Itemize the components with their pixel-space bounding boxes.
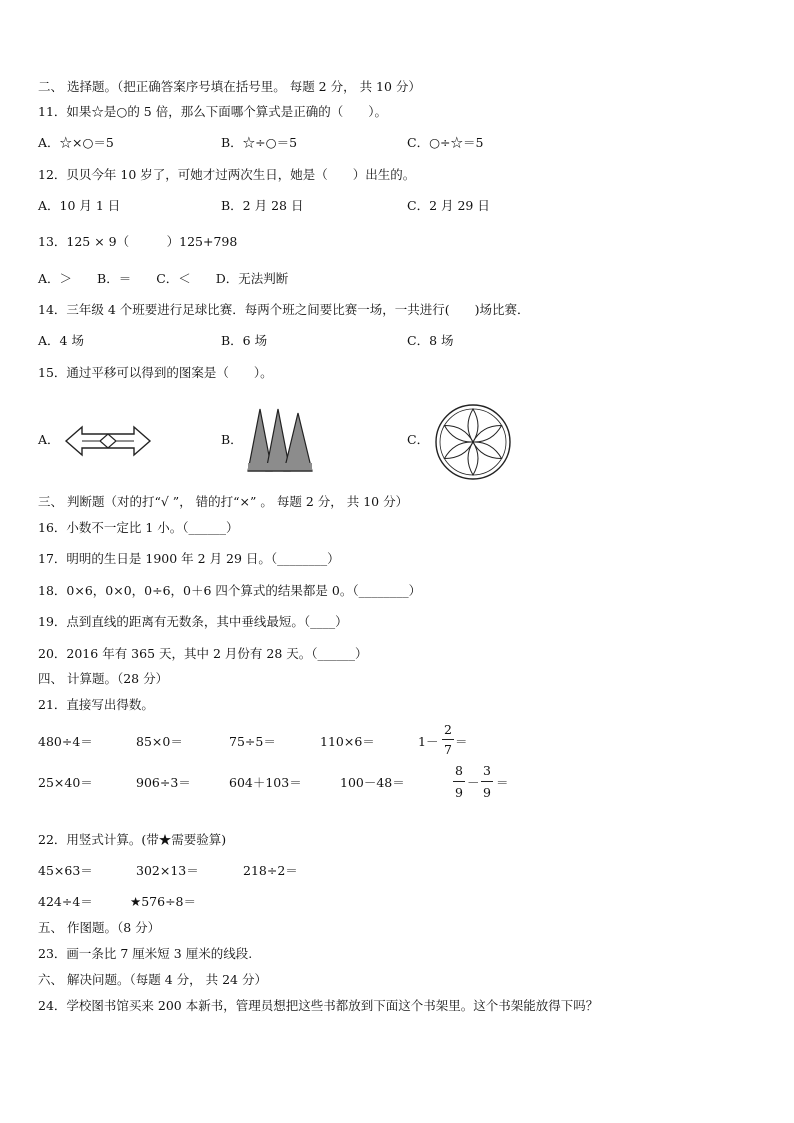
q21-stem: 21．直接写出得数。 <box>38 697 154 712</box>
section5-heading: 五、 作图题。（8 分） <box>38 920 161 935</box>
q14-option-c: C．8 场 <box>407 333 454 348</box>
fraction-bar <box>442 739 454 740</box>
q23: 23．画一条比 7 厘米短 3 厘米的线段. <box>38 946 253 961</box>
q22-expr: 302×13＝ <box>136 863 199 878</box>
q21-expr: 110×6＝ <box>320 734 375 749</box>
fraction-equals: ＝ <box>455 734 468 749</box>
q11-stem: 11．如果☆是○的 5 倍，那么下面哪个算式是正确的（ ）。 <box>38 104 387 119</box>
q22-expr: ★576÷8＝ <box>130 894 196 909</box>
section3-heading: 三、 判断题（对的打“√ ”， 错的打“×” 。 每题 2 分， 共 10 分） <box>38 494 409 509</box>
q15-option-b-label: B． <box>221 432 243 447</box>
q15-option-c-label: C． <box>407 432 430 447</box>
q22-expr: 424÷4＝ <box>38 894 93 909</box>
q22-stem: 22．用竖式计算。(带★需要验算) <box>38 832 227 847</box>
q11-option-b: B．☆÷○＝5 <box>221 135 298 150</box>
fraction-denominator: 9 <box>455 785 463 800</box>
fraction-numerator: 8 <box>455 763 463 778</box>
triangles-figure <box>246 405 316 473</box>
q21-expr: 906÷3＝ <box>136 775 191 790</box>
q22-expr: 45×63＝ <box>38 863 93 878</box>
fraction-operator: － <box>467 775 480 790</box>
section4-heading: 四、 计算题。（28 分） <box>38 671 169 686</box>
q11-option-c: C．○÷☆＝5 <box>407 135 484 150</box>
q14-stem: 14．三年级 4 个班要进行足球比赛．每两个班之间要比赛一场，一共进行( )场比赛． <box>38 302 530 317</box>
fraction-denominator: 7 <box>444 742 452 757</box>
double-arrow-figure <box>64 424 152 458</box>
section2-heading: 二、 选择题。（把正确答案序号填在括号里。 每题 2 分， 共 10 分） <box>38 79 421 94</box>
flower-circle-figure <box>433 402 513 482</box>
fraction-lead: 1－ <box>418 734 439 749</box>
fraction-bar <box>453 781 465 782</box>
q21-expr: 100－48＝ <box>340 775 405 790</box>
q21-expr: 604＋103＝ <box>229 775 302 790</box>
fraction-numerator: 3 <box>483 763 491 778</box>
q13-options: A．＞ B．＝ C．＜ D．无法判断 <box>38 271 289 286</box>
q15-stem: 15．通过平移可以得到的图案是（ ）。 <box>38 365 273 380</box>
q12-option-b: B．2 月 28 日 <box>221 198 304 213</box>
q14-option-a: A．4 场 <box>38 333 84 348</box>
q15-option-a-label: A． <box>38 432 60 447</box>
q12-stem: 12．贝贝今年 10 岁了，可她才过两次生日，她是（ ）出生的。 <box>38 167 416 182</box>
fraction-denominator: 9 <box>483 785 491 800</box>
q12-option-c: C．2 月 29 日 <box>407 198 490 213</box>
q21-expr: 480÷4＝ <box>38 734 93 749</box>
fraction-numerator: 2 <box>444 722 452 737</box>
q20: 20．2016 年有 365 天，其中 2 月份有 28 天。（______） <box>38 646 368 661</box>
section6-heading: 六、 解决问题。（每题 4 分， 共 24 分） <box>38 972 267 987</box>
q19: 19．点到直线的距离有无数条，其中垂线最短。（____） <box>38 614 348 629</box>
q17: 17．明明的生日是 1900 年 2 月 29 日。（________） <box>38 551 340 566</box>
q22-expr: 218÷2＝ <box>243 863 298 878</box>
q14-option-b: B．6 场 <box>221 333 268 348</box>
q21-expr: 75÷5＝ <box>229 734 276 749</box>
q21-expr: 85×0＝ <box>136 734 183 749</box>
q21-expr: 25×40＝ <box>38 775 93 790</box>
fraction-equals: ＝ <box>496 775 509 790</box>
q18: 18．0×6，0×0，0÷6，0＋6 四个算式的结果都是 0。（________） <box>38 583 422 598</box>
fraction-bar <box>481 781 493 782</box>
q13-stem: 13．125 × 9（ ）125+798 <box>38 234 238 249</box>
q11-option-a: A．☆×○＝5 <box>38 135 114 150</box>
q16: 16．小数不一定比 1 小。（______） <box>38 520 239 535</box>
q24: 24．学校图书馆买来 200 本新书，管理员想把这些书都放到下面这个书架里。这个书架能放得下吗？ <box>38 998 599 1013</box>
q12-option-a: A．10 月 1 日 <box>38 198 121 213</box>
